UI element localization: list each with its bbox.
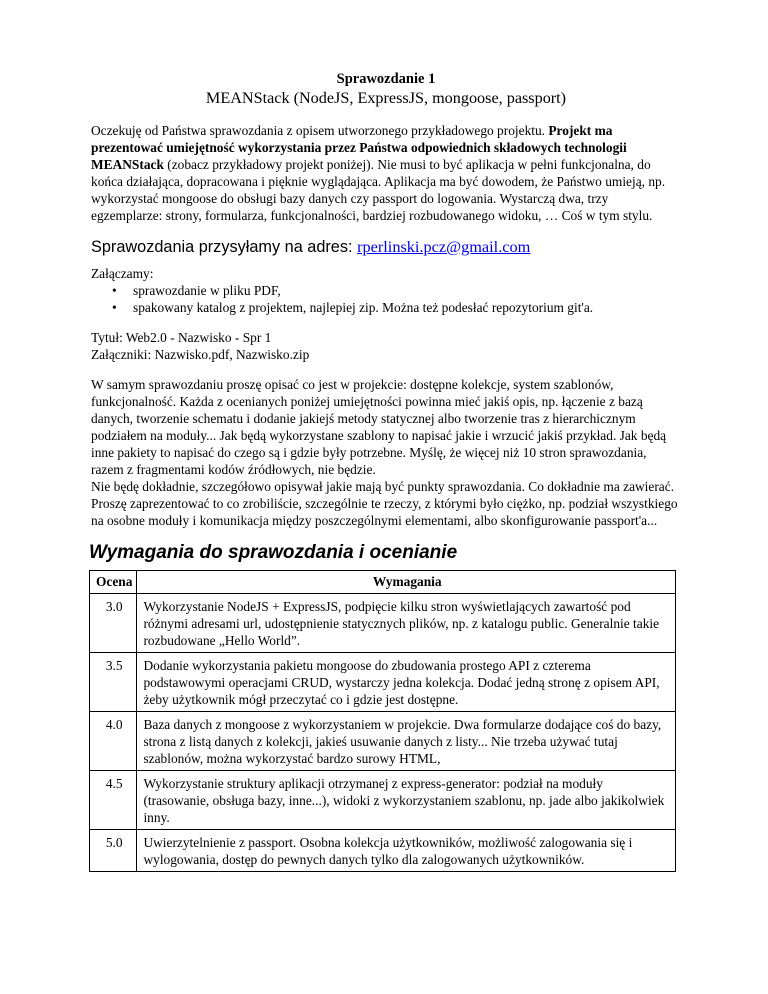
attachments-label: Załączamy:	[91, 266, 154, 281]
email-link[interactable]: rperlinski.pcz@gmail.com	[357, 237, 531, 256]
requirement-cell: Baza danych z mongoose z wykorzystaniem w projekcie. Dwa formularze dodające coś do bazy, strona z listą danych z kolekcji, jakieś usuwanie danych z listy... Nie trzeba używać tutaj szablonów, można wykorzystać bardzo surowy HTML,	[137, 712, 676, 771]
requirement-cell: Wykorzystanie struktury aplikacji otrzymanej z express-generator: podział na moduły (trasowanie, obsługa bazy, inne...), widoki z wykorzystaniem szablonu, np. jade albo jakikolwiek inny.	[137, 771, 676, 830]
send-heading-text: Sprawozdania przysyłamy na adres:	[91, 238, 358, 256]
requirement-cell: Dodanie wykorzystania pakietu mongoose do zbudowania prostego API z czterema podstawowymi operacjami CRUD, wystarczy jedna kolekcja. Dodać jedną stronę z opisem API, żeby użytkownik mógł przeczytać co i gdzie jest dostępne.	[137, 653, 676, 712]
requirements-table	[89, 570, 676, 872]
document-title: Sprawozdanie 1	[336, 71, 436, 87]
intro-text-end: (zobacz przykładowy projekt poniżej). Nie musi to być aplikacja w pełni funkcjonalna, do końca działająca, dopracowana i pięknie wyglądająca. Aplikacja ma być dowodem, że Państwo umieją, np. wykorzystać mongoose do obsługi bazy danych czy passport do logowania. Wystarczą dwa, trzy egzemplarze: strony, formularza, funkcjonalności, bardziej rozbudowanego widoku, … Coś w tym stylu.	[91, 157, 666, 223]
requirements-column-header: Wymagania	[137, 571, 676, 594]
document-subtitle: MEANStack (NodeJS, ExpressJS, mongoose, passport)	[205, 89, 567, 107]
table-row	[90, 594, 676, 653]
requirements-heading: Wymagania do sprawozdania i ocenianie	[89, 542, 458, 563]
intro-text-start: Oczekuję od Państwa sprawozdania z opisem utworzonego przykładowego projektu.	[91, 123, 549, 138]
table-row	[90, 712, 676, 771]
grade-cell: 3.5	[90, 653, 137, 712]
description-paragraph-1: W samym sprawozdaniu proszę opisać co jest w projekcie: dostępne kolekcje, system szablonów, funkcjonalność. Każda z ocenianych poniżej umiejętności powinna mieć jakiś opis, np. łączenie z bazą danych, tworzenie schematu i dodanie jakiejś metody statycznej albo tworzenie tras z hierarchicznym podziałem na moduły... Jak będą wykorzystane szablony to napisać jakie i wrzucić jakiś przykład. Jak będą inne pakiety to napisać do czego są i gdzie były potrzebne. Myślę, że więcej niż 10 stron sprawozdania, razem z fragmentami kodów źródłowych, nie będzie.	[91, 377, 667, 477]
grade-column-header: Ocena	[90, 571, 137, 594]
intro-paragraph	[91, 122, 681, 224]
grade-cell: 3.0	[90, 594, 137, 653]
table-row	[90, 771, 676, 830]
table-row	[90, 653, 676, 712]
table-header-row	[90, 571, 676, 594]
table-row	[90, 830, 676, 872]
attachments-list	[91, 282, 681, 316]
intro-text-bold: Projekt ma prezentować umiejętność wykorzystania przez Państwa odpowiednich składowych technologii MEANStack	[91, 123, 627, 172]
requirement-cell: Uwierzytelnienie z passport. Osobna kolekcja użytkowników, możliwość zalogowania się i wylogowania, dostęp do pewnych danych tylko dla zalogowanych użytkowników.	[137, 830, 676, 872]
grade-cell: 5.0	[90, 830, 137, 872]
subject-line: Tytuł: Web2.0 - Nazwisko - Spr 1	[91, 330, 272, 345]
attachments-line: Załączniki: Nazwisko.pdf, Nazwisko.zip	[91, 347, 310, 362]
send-heading	[91, 237, 681, 257]
description-paragraph-2: Nie będę dokładnie, szczegółowo opisywał jakie mają być punkty sprawozdania. Co dokładnie ma zawierać. Proszę zaprezentować to co zrobiliście, szczególnie te rzeczy, z którymi było ciężko, np. podział wszystkiego na osobne moduły i komunikacja między poszczególnymi elementami, albo skonfigurowanie passport'a...	[91, 479, 678, 528]
report-description	[91, 376, 681, 529]
grade-cell: 4.0	[90, 712, 137, 771]
list-item: • sprawozdanie w pliku PDF,	[91, 282, 681, 299]
grade-cell: 4.5	[90, 771, 137, 830]
email-meta	[91, 329, 681, 363]
requirement-cell: Wykorzystanie NodeJS + ExpressJS, podpięcie kilku stron wyświetlających zawartość pod różnymi adresami url, udostępnienie statycznych plików, np. z katalogu public. Generalnie takie rozbudowane „Hello World”.	[137, 594, 676, 653]
list-item: • spakowany katalog z projektem, najlepiej zip. Można też podesłać repozytorium git'a.	[91, 299, 681, 316]
